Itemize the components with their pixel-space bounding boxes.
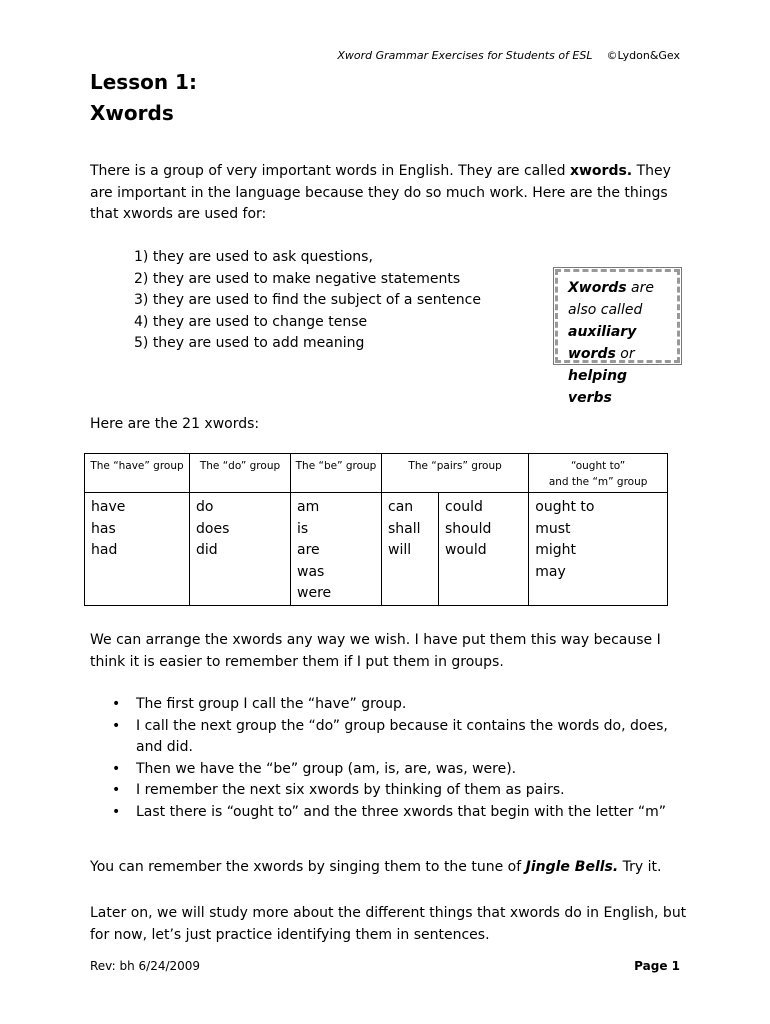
word: might [535, 542, 577, 559]
header-have: The “have” group [85, 454, 190, 493]
revision-note: Rev: bh 6/24/2009 [90, 959, 201, 973]
list-item [112, 716, 692, 759]
word: shall [388, 520, 421, 537]
uses-list [134, 247, 481, 355]
bullet-icon: • [112, 717, 121, 734]
list-item: 4) they are used to change tense [134, 313, 368, 330]
page-number: Page 1 [634, 959, 680, 973]
song-title: Jingle Bells. [525, 859, 619, 875]
cell-be [291, 493, 382, 606]
header-ought-line1: “ought to” [571, 460, 626, 472]
word: could [445, 499, 483, 515]
word: do [196, 499, 214, 515]
word: were [297, 585, 332, 602]
word: had [91, 542, 118, 559]
note-term-xwords: Xwords [568, 280, 627, 296]
later-paragraph: Later on, we will study more about the different things that xwords do in English, but for now, let’s just practice identifying them in sentences. [90, 905, 687, 943]
note-term-auxiliary: auxiliary words [568, 324, 637, 362]
bullet-icon: • [112, 696, 121, 712]
cell-do [190, 493, 291, 606]
word: would [445, 542, 487, 559]
bullet-text: Then we have the “be” group (am, is, are, was, were). [136, 760, 517, 777]
note-text: or [615, 346, 635, 362]
bullet-icon: • [112, 760, 121, 777]
word: am [297, 499, 320, 515]
table-header-row [85, 454, 668, 493]
cell-pairs-left [382, 493, 439, 606]
header-ought [529, 454, 668, 493]
list-item [112, 802, 692, 824]
word: does [196, 520, 230, 537]
cell-have [85, 493, 190, 606]
header-title: Xword Grammar Exercises for Students of ESL [337, 49, 593, 62]
xwords-table [84, 453, 668, 606]
word: have [91, 499, 126, 515]
word: is [297, 520, 309, 537]
word: can [388, 499, 414, 515]
note-term-helping: helping verbs [568, 368, 628, 406]
word: will [388, 542, 412, 559]
list-item [112, 759, 692, 781]
header-ought-line2: and the “m” group [548, 476, 648, 488]
sing-text-start: You can remember the xwords by singing them to the tune of [90, 859, 526, 875]
arrange-paragraph: We can arrange the xwords any way we wish. I have put them this way because I think it is easier to remember them if I put them in groups. [90, 632, 661, 670]
note-box [553, 267, 682, 406]
header-do: The “do” group [190, 454, 291, 493]
intro-text-start: There is a group of very important words in English. They are called [90, 163, 570, 179]
intro-paragraph [90, 161, 690, 226]
list-item: 5) they are used to add meaning [134, 335, 365, 352]
intro-text-end: They are important in the language because they do so much work. Here are the things that xwords are used for: [90, 163, 671, 223]
note-text: are also called [568, 280, 655, 318]
bullet-text: I remember the next six xwords by thinking of them as pairs. [136, 782, 565, 799]
word: was [297, 563, 325, 580]
word: should [445, 520, 492, 537]
lesson-title: Xwords [90, 101, 174, 125]
word: did [196, 542, 218, 559]
word: may [535, 563, 566, 580]
table-row [85, 493, 668, 606]
list-item: 1) they are used to ask questions, [134, 249, 373, 265]
list-item [112, 780, 692, 802]
word: are [297, 542, 320, 559]
header-be: The “be” group [291, 454, 382, 493]
header-copyright: ©Lydon&Gex [606, 49, 680, 62]
page-header [0, 49, 680, 62]
header-pairs: The “pairs” group [382, 454, 529, 493]
singing-paragraph [90, 857, 690, 879]
table-intro: Here are the 21 xwords: [90, 416, 260, 432]
word: must [535, 520, 571, 537]
groups-bullet-list [112, 694, 692, 824]
bullet-text: The first group I call the “have” group. [136, 696, 407, 712]
word: has [91, 520, 116, 537]
bullet-icon: • [112, 803, 121, 820]
list-item: 2) they are used to make negative statements [134, 270, 461, 287]
bullet-text: I call the next group the “do” group because it contains the words do, does, and did. [136, 717, 668, 756]
cell-pairs-right [439, 493, 529, 606]
intro-keyword: xwords. [569, 163, 633, 179]
cell-ought [529, 493, 668, 606]
list-item: 3) they are used to find the subject of a sentence [134, 292, 481, 309]
sing-text-end: Try it. [618, 859, 662, 875]
bullet-icon: • [112, 782, 121, 799]
word: ought to [535, 499, 595, 515]
bullet-text: Last there is “ought to” and the three xwords that begin with the letter “m” [136, 803, 667, 820]
list-item [112, 694, 692, 716]
lesson-number: Lesson 1: [90, 70, 197, 94]
